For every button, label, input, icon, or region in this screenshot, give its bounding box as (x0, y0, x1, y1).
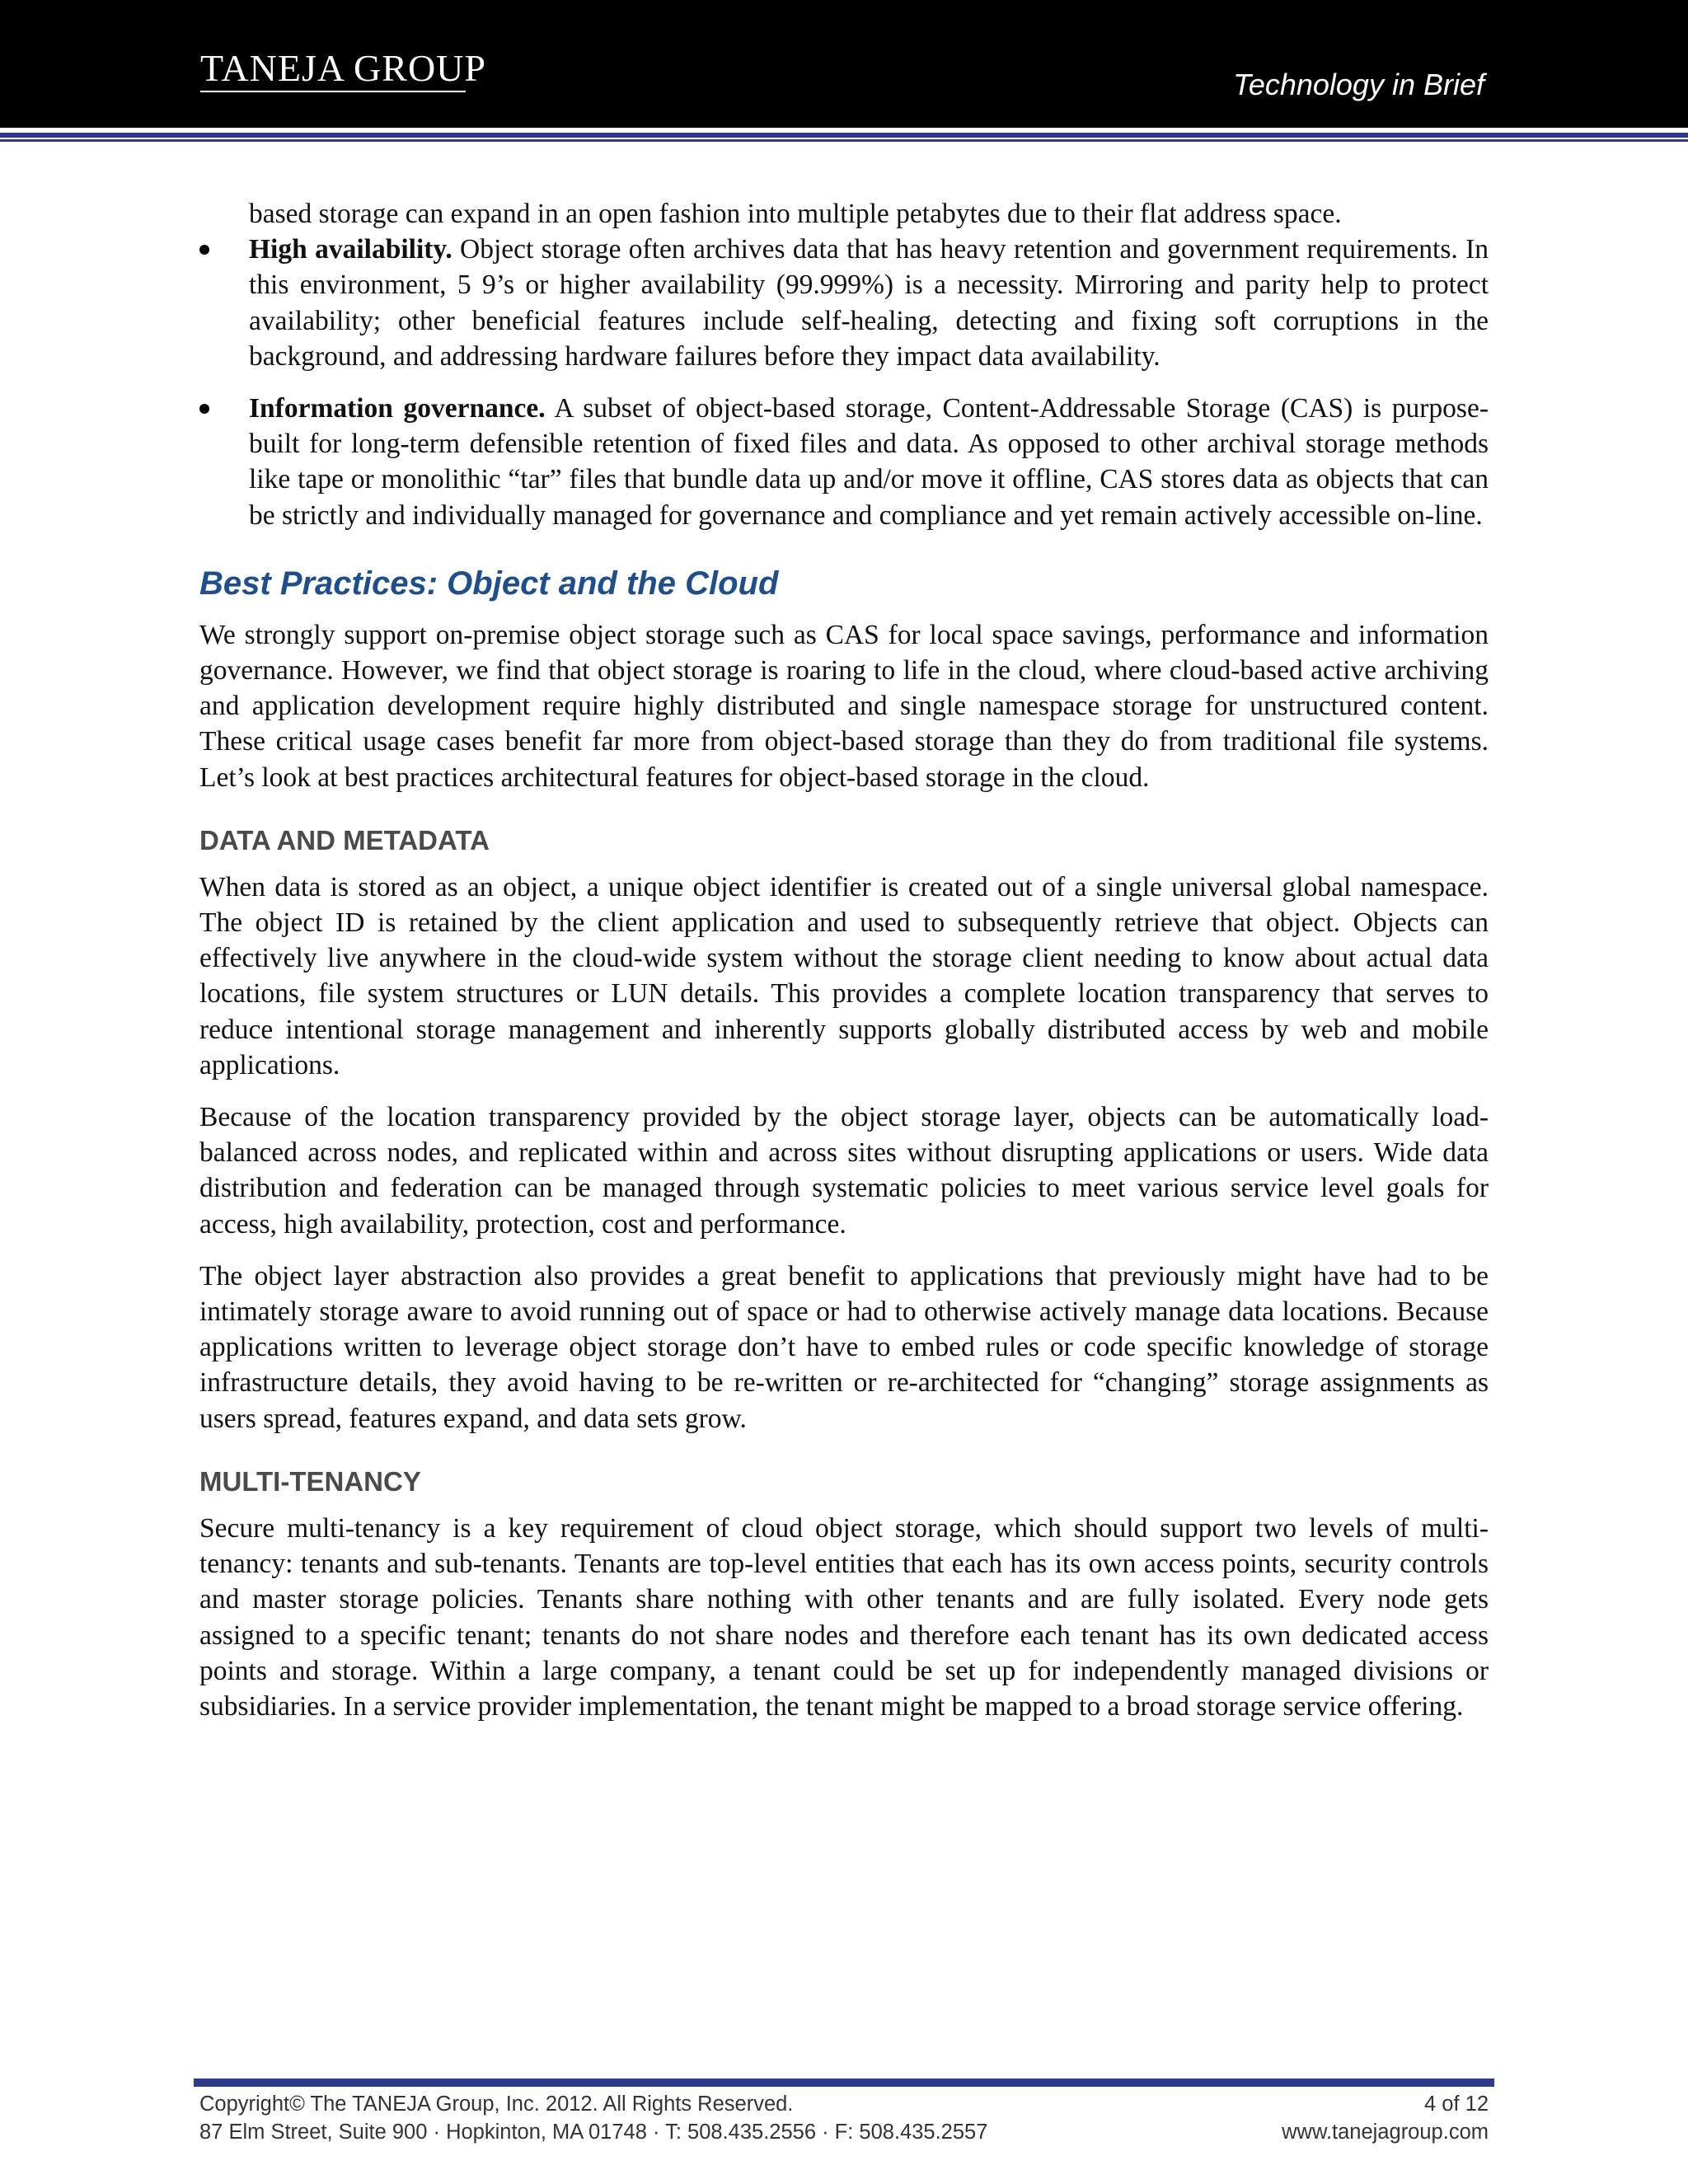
paragraph: When data is stored as an object, a unique object identifier is created out of a single universal global namespace. The object ID is retained by the client application and used to subsequently retrieve that object. Objects can effectively live anywhere in the cloud-wide system without the storage client needing to know about actual data locations, file system structures or LUN details. This provides a complete location transparency that serves to reduce intentional storage management and inherently supports globally distributed access by web and mobile applications. (199, 871, 1489, 1080)
paragraph: Secure multi-tenancy is a key requirement of cloud object storage, which should support two levels of multi-tenancy: tenants and sub-tenants. Tenants are top-level entities that each has its own access points, security controls and master storage policies. Tenants share nothing with other tenants and are fully isolated. Every node gets assigned to a specific tenant; tenants do not share nodes and therefore each tenant has its own dedicated access points and storage. Within a large company, a tenant could be set up for independently managed divisions or subsidiaries. In a service provider implementation, the tenant might be mapped to a broad storage service offering. (199, 1512, 1489, 1722)
footer (199, 2090, 1489, 2146)
bullet-item (199, 232, 1489, 374)
header-divider-blue-thin (0, 139, 1688, 142)
bullet-icon (199, 245, 209, 255)
brand-underline (200, 91, 466, 92)
bullet-text: A subset of object-based storage, Content-Addressable Storage (CAS) is purpose-built for long-term defensible retention of fixed files and data. As opposed to other archival storage methods like tape or monolithic “tar” files that bundle data up and/or move it offline, CAS stores data as objects that can be strictly and individually managed for governance and compliance and yet remain actively accessible on-line. (249, 393, 1489, 531)
bullet-text: Object storage often archives data that has heavy retention and government requirements. In this environment, 5 9’s or higher availability (99.999%) is a necessity. Mirroring and parity help to protect availability; other beneficial features include self-healing, detecting and fixing soft corruptions in the background, and addressing hardware failures before they impact data availability. (249, 234, 1489, 372)
header-tagline: Technology in Brief (1233, 68, 1484, 101)
section-paragraph: We strongly support on-premise object storage such as CAS for local space savings, performance and information governance. However, we find that object storage is roaring to life in the cloud, where cloud-based active archiving and application development require highly distributed and single namespace storage for unstructured content. These critical usage cases benefit far more from object-based storage than they do from traditional file systems. Let’s look at best practices architectural features for object-based storage in the cloud. (199, 619, 1489, 793)
footer-divider (194, 2079, 1494, 2087)
continued-paragraph: based storage can expand in an open fashion into multiple petabytes due to their flat address space. (249, 199, 1342, 229)
footer-address: 87 Elm Street, Suite 900 · Hopkinton, MA 01748 · T: 508.435.2556 · F: 508.435.2557 (199, 2121, 988, 2144)
page-number: 4 of 12 (1424, 2093, 1489, 2116)
bullet-list (199, 232, 1489, 533)
footer-copyright: Copyright© The TANEJA Group, Inc. 2012. All Rights Reserved. (199, 2093, 794, 2116)
bullet-item (199, 391, 1489, 533)
footer-website-link[interactable]: www.tanejagroup.com (1282, 2121, 1489, 2144)
paragraph: Because of the location transparency provided by the object storage layer, objects can be automatically load-balanced across nodes, and replicated within and across sites without disrupting applications or users. Wide data distribution and federation can be managed through systematic policies to meet various service level goals for access, high availability, protection, cost and performance. (199, 1102, 1489, 1240)
bullet-icon (199, 404, 209, 414)
header-divider-blue (0, 133, 1688, 138)
subsection-heading-multi-tenancy: MULTI-TENANCY (199, 1465, 421, 1497)
bullet-term: Information governance. (249, 393, 546, 424)
bullet-term: High availability. (249, 234, 452, 265)
subsection-heading-data-metadata: DATA AND METADATA (199, 824, 490, 855)
brand-logo: TANEJA GROUP (200, 47, 486, 89)
document-body (199, 196, 1489, 1741)
header-bar (0, 0, 1688, 128)
paragraph: The object layer abstraction also provides a great benefit to applications that previously might have had to be intimately storage aware to avoid running out of space or had to otherwise actively manage data locations. Because applications written to leverage object storage don’t have to embed rules or code specific knowledge of storage infrastructure details, they avoid having to be re-written or re-architected for “changing” storage assignments as users spread, features expand, and data sets grow. (199, 1260, 1489, 1434)
section-heading: Best Practices: Object and the Cloud (199, 565, 779, 602)
